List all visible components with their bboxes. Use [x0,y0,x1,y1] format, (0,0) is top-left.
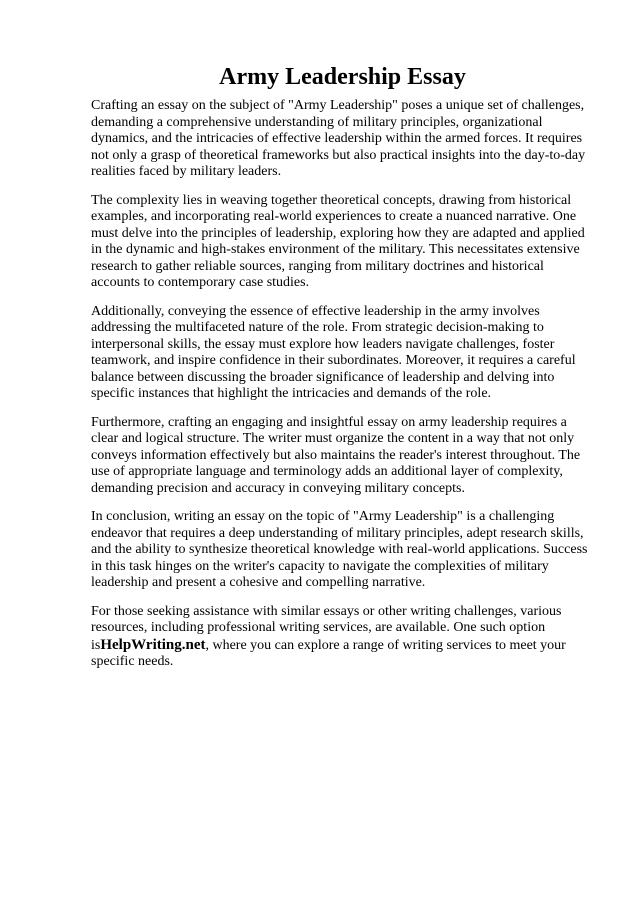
document-title: Army Leadership Essay [219,64,466,90]
assistance-text-before: For those seeking assistance with similar essays or other writing challenges, various resources, including professional writing services, are available. One such option is [91,603,562,653]
paragraph-structure: Furthermore, crafting an engaging and insightful essay on army leadership requires a clear and logical structure. The writer must organize the content in a way that not only conveys information effectively but also maintains the reader's interest throughout. The use of appropriate language and terminology adds an additional layer of complexity, demanding precision and accuracy in conveying military concepts. [91,414,581,496]
paragraph-essence: Additionally, conveying the essence of effective leadership in the army involves addressing the multifaceted nature of the role. From strategic decision-making to interpersonal skills, the essay must explore how leaders navigate challenges, foster teamwork, and inspire confidence in their subordinates. Moreover, it requires a careful balance between discussing the broader significance of leadership and delving into specific instances that highlight the intricacies and demands of the role. [91,303,576,401]
paragraph-assistance [91,604,594,671]
brand-name: HelpWriting.net [100,636,206,653]
assistance-text-after: , where you can explore a range of writing services to meet your specific needs. [91,637,566,669]
paragraph-conclusion: In conclusion, writing an essay on the topic of "Army Leadership" is a challenging endeavor that requires a deep understanding of military principles, adept research skills, and the ability to synthesize theoretical knowledge with real-world applications. Success in this task hinges on the writer's capacity to navigate the complexities of military leadership and present a cohesive and compelling narrative. [91,509,588,590]
paragraph-complexity: The complexity lies in weaving together theoretical concepts, drawing from historical examples, and incorporating real-world experiences to create a nuanced narrative. One must delve into the principles of leadership, exploring how they are adapted and applied in the dynamic and high-stakes environment of the military. This necessitates extensive research to gather reliable sources, ranging from military doctrines and historical accounts to contemporary case studies. [91,192,585,290]
paragraph-intro: Crafting an essay on the subject of "Army Leadership" poses a unique set of challenges, demanding a comprehensive understanding of military principles, organizational dynamics, and the intricacies of effective leadership within the armed forces. It requires not only a grasp of theoretical frameworks but also practical insights into the day-to-day realities faced by military leaders. [91,98,586,179]
